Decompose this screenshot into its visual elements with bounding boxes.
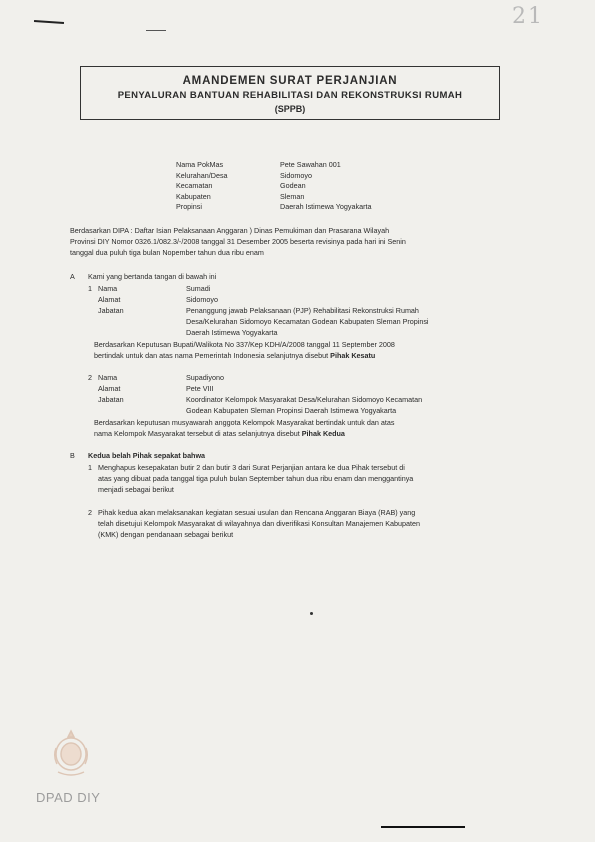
- info-row: Kelurahan/Desa Sidomoyo: [176, 170, 312, 180]
- agreement-item: 1 Menghapus kesepakatan butir 2 dan butir 3 dari Surat Perjanjian antara ke dua Pihak tersebut di atas yang dibuat pada tanggal tiga puluh bulan September tahun dua ribu enam dan menggantinya menjadi sebagai berikut: [88, 463, 414, 494]
- info-row: Nama PokMas Pete Sawahan 001: [176, 160, 341, 169]
- section-b-heading: Kedua belah Pihak sepakat bahwa: [88, 451, 206, 460]
- info-row: Kecamatan Godean: [176, 181, 306, 190]
- party-1: 1 Nama Sumadi Alamat Sidomoyo Jabatan Penanggung jawab Pelaksanaan (PJP) Rehabilitasi Rekonstruksi Rumah Desa/Kelurahan Sidomoyo Kecamatan Godean Kabupaten Sleman Propinsi Daerah Istimewa Yogyakarta: [88, 284, 429, 337]
- info-row: Propinsi Daerah Istimewa Yogyakarta: [176, 202, 372, 211]
- watermark: DPAD DIY: [36, 790, 101, 805]
- party-number: 2: [88, 373, 92, 382]
- section-a-heading: Kami yang bertanda tangan di bawah ini: [88, 272, 217, 281]
- info-row: Kabupaten Sleman: [176, 191, 305, 201]
- section-b-marker: B: [70, 451, 75, 460]
- intro-paragraph: Berdasarkan DIPA : Daftar Isian Pelaksanaan Anggaran ) Dinas Pemukiman dan Prasarana Wilayah Provinsi DIY Nomor 0326.1/082.3/-/2008 tanggal 31 Desember 2005 beserta revisinya pada hari ini Senin tanggal dua puluh tiga bulan Nopember tahun dua ribu enam: [70, 226, 406, 257]
- section-a-marker: A: [70, 272, 75, 281]
- page-number: 21: [512, 4, 544, 29]
- party-number: 1: [88, 284, 92, 293]
- pen-mark: [146, 30, 166, 31]
- party-2: 2 Nama Supadiyono Alamat Pete VIII Jabatan Koordinator Kelompok Masyarakat Desa/Kelurahan Sidomoyo Kecamatan Godean Kabupaten Sleman Propinsi Daerah Istimewa Yogyakarta: [88, 373, 423, 415]
- ink-dot: [310, 612, 313, 615]
- party-2-basis: Berdasarkan keputusan musyawarah anggota Kelompok Masyarakat bertindak untuk dan atas nama Kelompok Masyarakat tersebut di atas selanjutnya disebut Pihak Kedua: [94, 418, 395, 438]
- title-box: [80, 66, 500, 120]
- agreement-item: 2 Pihak kedua akan melaksanakan kegiatan sesuai usulan dan Rencana Anggaran Biaya (RAB) yang telah disetujui Kelompok Masyarakat di wilayahnya dan diverifikasi Konsultan Manajemen Kabupaten (KMK) dengan pendanaan sebagai berikut: [88, 508, 421, 539]
- emblem-icon: [50, 728, 92, 780]
- party-1-basis: Berdasarkan Keputusan Bupati/Walikota No 337/Kep KDH/A/2008 tanggal 11 September 2008 bertindak untuk dan atas nama Pemerintah Indonesia selanjutnya disebut Pihak Kesatu: [94, 340, 395, 360]
- info-block: [176, 160, 372, 213]
- document-subtitle: PENYALURAN BANTUAN REHABILITASI DAN REKONSTRUKSI RUMAH: [117, 90, 463, 101]
- pen-mark: [34, 20, 64, 24]
- document-title: AMANDEMEN SURAT PERJANJIAN: [182, 75, 398, 87]
- document-acronym: (SPPB): [274, 104, 306, 114]
- signature-line: [381, 826, 465, 828]
